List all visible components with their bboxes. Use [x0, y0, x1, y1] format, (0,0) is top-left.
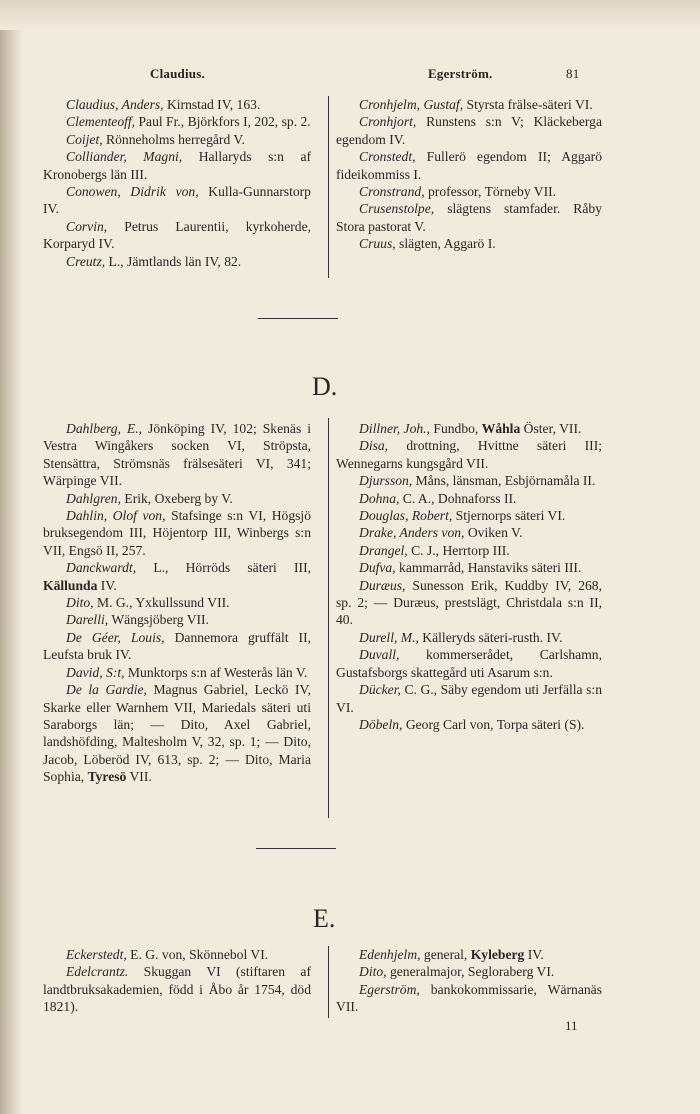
- entry-name: Clementeoff,: [66, 114, 136, 130]
- index-entry: [336, 490, 602, 507]
- index-entry: [43, 420, 311, 490]
- book-spine-shadow: [0, 0, 22, 1114]
- index-entry: [43, 490, 311, 507]
- entry-bold-place: Wåhla: [481, 421, 521, 436]
- entry-name: Dahlgren,: [66, 490, 121, 506]
- column-top-right: [336, 96, 602, 253]
- entry-name: David, S:t,: [66, 664, 125, 680]
- entry-name: Dito,: [359, 964, 387, 980]
- section-rule-e: [256, 848, 336, 849]
- column-divider-e: [328, 946, 329, 1018]
- entry-text: drottning, Hvittne säteri III; Wennegarns kungsgård VII.: [336, 438, 602, 471]
- section-heading-d: D.: [312, 372, 338, 401]
- entry-name: Cronstedt,: [359, 149, 416, 165]
- index-entry: [336, 200, 602, 235]
- entry-name: Duvall,: [359, 647, 400, 663]
- entry-name: Dahlin, Olof von,: [66, 508, 166, 524]
- index-entry: [336, 716, 602, 733]
- index-entry: [336, 437, 602, 472]
- signature-mark: 11: [565, 1018, 578, 1033]
- entry-name: Dahlberg, E.,: [66, 421, 143, 436]
- running-head-left: Claudius.: [150, 66, 205, 81]
- entry-bold-place: Tyresö: [87, 769, 127, 785]
- entry-name: Claudius, Anders,: [66, 97, 164, 112]
- entry-text: generalmajor, Segloraberg VI.: [386, 964, 555, 980]
- index-entry: [336, 524, 602, 541]
- index-entry: [336, 148, 602, 183]
- entry-text: Rönneholms herregård V.: [102, 131, 245, 147]
- entry-name: Egerström,: [359, 981, 420, 997]
- index-entry: [43, 946, 311, 963]
- entry-text: Georg Carl von, Torpa säteri (S).: [402, 716, 585, 732]
- index-entry: [43, 183, 311, 218]
- entry-name: Danckwardt,: [66, 560, 137, 576]
- index-entry: [43, 681, 311, 785]
- entry-text: kommerserådet, Carlshamn, Gustafsborgs skattegård uti Asarum s:n.: [336, 647, 602, 680]
- entry-name: Duræus,: [359, 577, 406, 593]
- index-entry: [336, 681, 602, 716]
- index-entry: [43, 559, 311, 594]
- index-entry: [43, 594, 311, 611]
- entry-text: Skuggan VI (stiftaren af landtbruksakademien, född i Åbo år 1754, död 1821).: [43, 964, 311, 1015]
- entry-text: Kirnstad IV, 163.: [163, 97, 261, 112]
- index-entry: [336, 96, 602, 113]
- entry-name: Dohna,: [359, 490, 400, 506]
- index-entry: [336, 646, 602, 681]
- entry-text: Oviken V.: [464, 525, 523, 541]
- entry-bold-place: Källunda: [43, 577, 98, 593]
- column-d-left: [43, 420, 311, 786]
- entry-name: Crusenstolpe,: [359, 201, 435, 217]
- entry-text: Sunesson Erik, Kuddby IV, 268, sp. 2; — Duræus, prestslägt, Christdala s:n II, 40.: [336, 577, 602, 628]
- entry-text: Fundbo,: [429, 421, 482, 436]
- entry-text: professor, Törneby VII.: [424, 184, 557, 200]
- index-entry: [43, 218, 311, 253]
- index-entry: [336, 559, 602, 576]
- entry-text: L., Hörröds säteri III,: [136, 560, 311, 576]
- entry-name: Djursson,: [359, 473, 413, 489]
- column-e-left: [43, 946, 311, 1016]
- index-entry: [43, 629, 311, 664]
- column-divider-d: [328, 418, 329, 818]
- index-entry: [43, 96, 311, 113]
- entry-name: Döbeln,: [359, 716, 403, 732]
- index-entry: [336, 113, 602, 148]
- index-entry: [43, 963, 311, 1015]
- entry-name: Dillner, Joh.,: [359, 421, 430, 436]
- index-entry: [43, 664, 311, 681]
- entry-bold-place: Kyleberg: [470, 947, 525, 962]
- entry-name: Darelli,: [66, 612, 109, 628]
- entry-name: De la Gardie,: [66, 682, 147, 698]
- entry-name: Cronhjelm, Gustaf,: [359, 97, 464, 112]
- entry-text: Petrus Laurentii, kyrkoherde, Korparyd IV.: [43, 218, 311, 252]
- entry-text: Kulla-Gunnarstorp IV.: [43, 184, 311, 217]
- entry-name: Coijet,: [66, 131, 103, 147]
- entry-text: Jönköping IV, 102; Skenäs i Vestra Wingåkers socken VI, Ströpsta, Stensättra, Strömsnäs frälsesäteri VI, 341; Wärpinge VII.: [43, 421, 311, 489]
- entry-text: Dannemora gruffält II, Leufsta bruk IV.: [43, 629, 311, 663]
- entry-name: Cronhjort,: [359, 114, 417, 130]
- index-entry: [336, 507, 602, 524]
- running-head-right: Egerström.: [428, 66, 493, 81]
- entry-name: Drangel,: [359, 542, 408, 558]
- index-entry: [43, 507, 311, 559]
- index-entry: [43, 253, 311, 270]
- entry-name: Creutz,: [66, 253, 106, 269]
- column-d-right: [336, 420, 602, 733]
- entry-tail: IV.: [524, 947, 544, 962]
- entry-text: Hallaryds s:n af Kronobergs län III.: [43, 149, 311, 182]
- entry-text: Källeryds säteri-rusth. IV.: [418, 629, 563, 645]
- entry-text: bankokommissarie, Wärnanäs VII.: [336, 981, 602, 1015]
- index-entry: [43, 131, 311, 148]
- entry-name: Cronstrand,: [359, 184, 425, 200]
- entry-name: Cruus,: [359, 236, 396, 252]
- index-entry: [336, 542, 602, 559]
- entry-name: Disa,: [359, 438, 389, 454]
- column-divider-top: [328, 96, 329, 278]
- index-entry: [336, 946, 602, 963]
- index-entry: [336, 629, 602, 646]
- index-entry: [336, 577, 602, 629]
- entry-text: C. G., Säby egendom uti Jerfälla s:n VI.: [336, 682, 602, 715]
- entry-name: Colliander, Magni,: [66, 149, 183, 165]
- entry-text: Styrsta frälse-säteri VI.: [463, 97, 593, 112]
- entry-name: Drake, Anders von,: [359, 525, 465, 541]
- entry-text: Fullerö egendom II; Aggarö fideikommiss I.: [336, 149, 602, 182]
- column-e-right: [336, 946, 602, 1016]
- index-entry: [336, 183, 602, 200]
- entry-name: Conowen, Didrik von,: [66, 184, 199, 200]
- entry-name: Durell, M.,: [359, 629, 419, 645]
- index-entry: [43, 148, 311, 183]
- page-number: 81: [566, 66, 580, 81]
- entry-text: Stjernorps säteri VI.: [452, 508, 566, 524]
- entry-name: De Géer, Louis,: [66, 629, 165, 645]
- entry-text: Munktorps s:n af Westerås län V.: [124, 664, 308, 680]
- index-entry: [336, 235, 602, 252]
- entry-text: C. A., Dohnaforss II.: [399, 490, 517, 506]
- entry-tail: VII.: [126, 769, 152, 785]
- entry-tail: IV.: [97, 577, 117, 593]
- entry-text: Wängsjöberg VII.: [108, 612, 209, 628]
- entry-text: general,: [420, 947, 471, 962]
- entry-text: slägten, Aggarö I.: [395, 236, 496, 252]
- index-entry: [336, 963, 602, 980]
- entry-text: Stafsinge s:n VI, Högsjö bruksegendom III, Höjentorp III, Winbergs s:n VII, Engsö II, 257.: [43, 508, 311, 558]
- entry-text: Paul Fr., Björkfors I, 202, sp. 2.: [135, 114, 311, 130]
- entry-text: Erik, Oxeberg by V.: [121, 490, 233, 506]
- index-entry: [43, 113, 311, 130]
- entry-name: Edenhjelm,: [359, 947, 421, 962]
- entry-name: Dito,: [66, 595, 94, 611]
- entry-name: Dufva,: [359, 560, 396, 576]
- entry-name: Douglas, Robert,: [359, 508, 453, 524]
- entry-text: M. G., Yxkullssund VII.: [93, 595, 230, 611]
- index-entry: [336, 420, 602, 437]
- entry-text: Måns, länsman, Esbjörnamåla II.: [412, 473, 596, 489]
- entry-text: Magnus Gabriel, Leckö IV, Skarke eller Warnhem VII, Mariedals säteri uti Saraborgs län; — Dito, Axel Gabriel, landshöfding, Maltesholm V, 32, sp. 1; — Dito, Jacob, Löberöd IV, 613, sp. 2; — Dito, Maria Sophia,: [43, 682, 311, 785]
- entry-name: Corvin,: [66, 218, 108, 234]
- entry-text: L., Jämtlands län IV, 82.: [105, 253, 242, 269]
- entry-name: Eckerstedt,: [66, 947, 127, 962]
- entry-text: Runstens s:n V; Kläckeberga egendom IV.: [336, 114, 602, 147]
- page-top-edge: [0, 0, 700, 30]
- index-entry: [336, 472, 602, 489]
- column-top-left: [43, 96, 311, 270]
- entry-name: Dücker,: [359, 682, 401, 698]
- section-rule-d: [258, 318, 338, 319]
- index-entry: [43, 611, 311, 628]
- entry-text: E. G. von, Skönnebol VI.: [126, 947, 269, 962]
- entry-text: C. J., Herrtorp III.: [407, 542, 510, 558]
- index-entry: [336, 981, 602, 1016]
- entry-text: kammarråd, Hanstaviks säteri III.: [395, 560, 582, 576]
- section-heading-e: E.: [313, 904, 336, 933]
- entry-tail: Öster, VII.: [520, 421, 582, 436]
- entry-text: slägtens stamfader. Råby Stora pastorat V.: [336, 201, 602, 234]
- entry-name: Edelcrantz.: [66, 964, 129, 980]
